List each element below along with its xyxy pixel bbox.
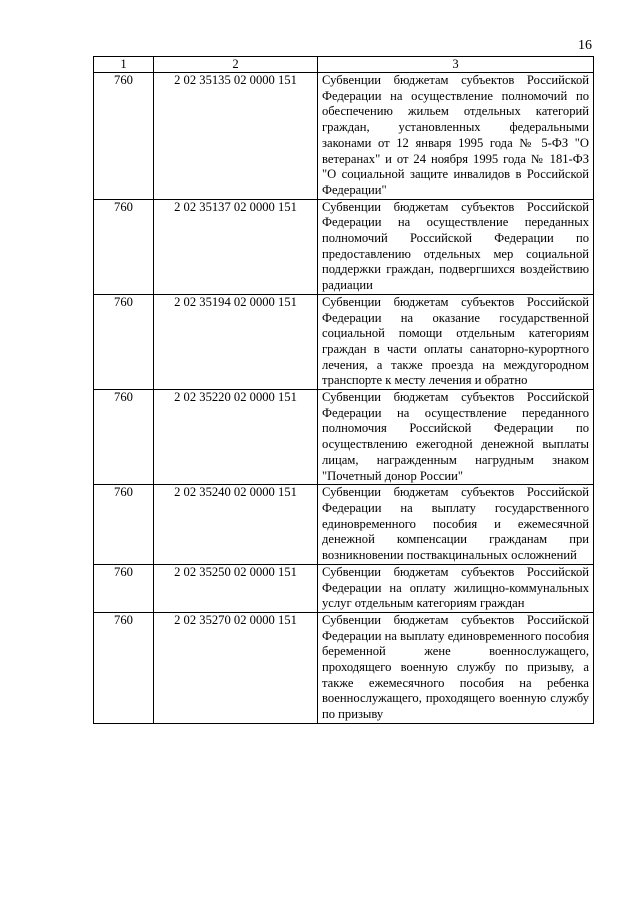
admin-code-cell: 760: [94, 199, 154, 294]
description-cell: Субвенции бюджетам субъектов Российской Федерации на осуществление переданных полномочий Российской Федерации по предоставлению отдельных мер социальной поддержки граждан, подвергшихся воздействию радиации: [318, 199, 594, 294]
table-row: [94, 612, 594, 723]
column-header-2: 2: [154, 57, 318, 73]
description-cell: Субвенции бюджетам субъектов Российской Федерации на оказание государственной социальной помощи отдельным категориям граждан в части оплаты санаторно-курортного лечения, а также проезда на междугородном транспорте к месту лечения и обратно: [318, 294, 594, 389]
table-row: [94, 73, 594, 200]
admin-code-cell: 760: [94, 564, 154, 612]
budget-code-cell: 2 02 35240 02 0000 151: [154, 485, 318, 565]
budget-code-cell: 2 02 35135 02 0000 151: [154, 73, 318, 200]
table-body: [94, 73, 594, 724]
column-header-3: 3: [318, 57, 594, 73]
budget-code-cell: 2 02 35220 02 0000 151: [154, 390, 318, 485]
table-header: [94, 57, 594, 73]
description-cell: Субвенции бюджетам субъектов Российской Федерации на выплату государственного единовременного пособия и ежемесячной денежной компенсации гражданам при возникновении поствакцинальных осложнений: [318, 485, 594, 565]
page-number: 16: [578, 38, 592, 53]
budget-table: [93, 56, 594, 724]
description-cell: Субвенции бюджетам субъектов Российской Федерации на оплату жилищно-коммунальных услуг отдельным категориям граждан: [318, 564, 594, 612]
description-cell: Субвенции бюджетам субъектов Российской Федерации на осуществление полномочий по обеспечению жильем отдельных категорий граждан, установленных федеральными законами от 12 января 1995 года № 5-ФЗ "О ветеранах" и от 24 ноября 1995 года № 181-ФЗ "О социальной защите инвалидов в Российской Федерации": [318, 73, 594, 200]
table-row: [94, 390, 594, 485]
table-row: [94, 199, 594, 294]
admin-code-cell: 760: [94, 73, 154, 200]
admin-code-cell: 760: [94, 390, 154, 485]
description-cell: Субвенции бюджетам субъектов Российской Федерации на осуществление переданного полномочия Российской Федерации по осуществлению ежегодной денежной выплаты лицам, награжденным нагрудным знаком "Почетный донор России": [318, 390, 594, 485]
admin-code-cell: 760: [94, 612, 154, 723]
table-row: [94, 485, 594, 565]
table-row: [94, 564, 594, 612]
budget-code-cell: 2 02 35137 02 0000 151: [154, 199, 318, 294]
table-row: [94, 294, 594, 389]
budget-code-cell: 2 02 35270 02 0000 151: [154, 612, 318, 723]
budget-code-cell: 2 02 35194 02 0000 151: [154, 294, 318, 389]
column-header-1: 1: [94, 57, 154, 73]
budget-code-cell: 2 02 35250 02 0000 151: [154, 564, 318, 612]
description-cell: Субвенции бюджетам субъектов Российской Федерации на выплату единовременного пособия беременной жене военнослужащего, проходящего военную службу по призыву, а также ежемесячного пособия на ребенка военнослужащего, проходящего военную службу по призыву: [318, 612, 594, 723]
header-row: [94, 57, 594, 73]
admin-code-cell: 760: [94, 485, 154, 565]
admin-code-cell: 760: [94, 294, 154, 389]
